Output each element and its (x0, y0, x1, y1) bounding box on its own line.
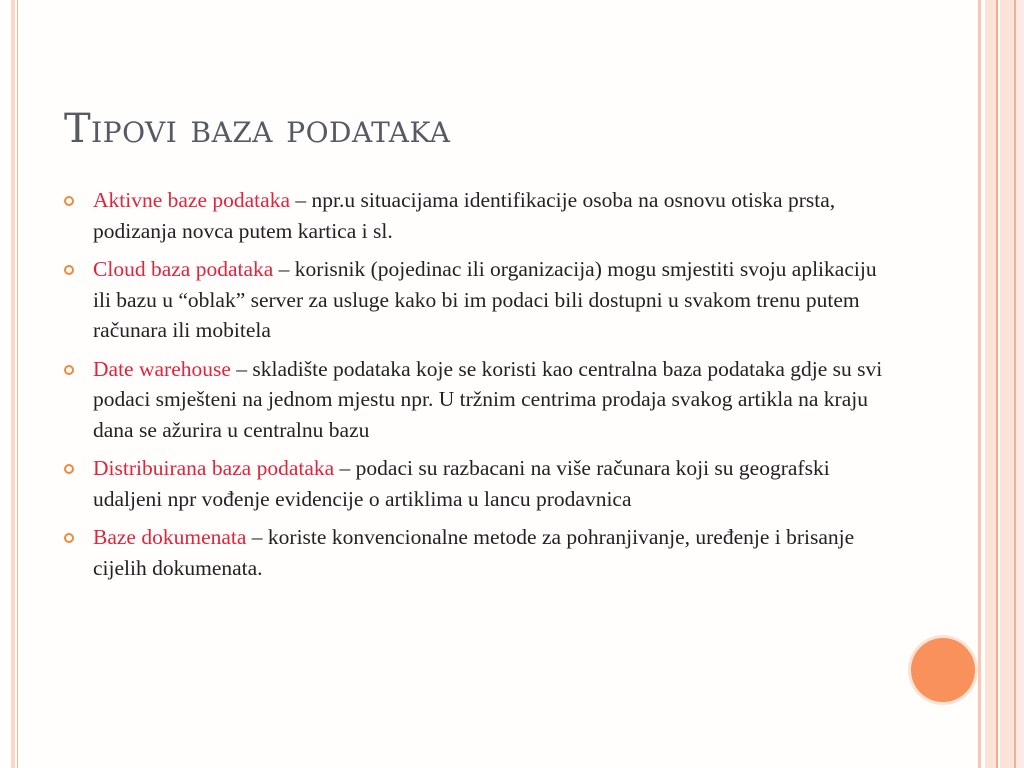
right-frame-bar (978, 0, 981, 768)
bullet-item (64, 522, 894, 583)
slide-title: Tipovi baza podataka (64, 106, 451, 152)
right-frame-bar (985, 0, 996, 768)
left-frame-line (17, 0, 18, 768)
bullet-item (64, 185, 894, 246)
bullet-term: Baze dokumenata (93, 525, 247, 549)
bullet-ring-icon (64, 533, 74, 543)
bullet-item (64, 453, 894, 514)
bullet-ring-icon (64, 464, 74, 474)
right-frame-bar (1000, 0, 1014, 768)
decorative-circle (911, 638, 975, 702)
bullet-list (64, 185, 894, 591)
bullet-text: – podaci su razbacani na više računara koji su geografski udaljeni npr vođenje evidencije o artiklima u lancu prodavnica (93, 456, 830, 511)
bullet-term: Aktivne baze podataka (93, 188, 290, 212)
bullet-text: – koriste konvencionalne metode za pohranjivanje, uređenje i brisanje cijelih dokumenata. (93, 525, 855, 580)
bullet-term: Distribuirana baza podataka (93, 456, 335, 480)
right-frame-line (996, 0, 998, 768)
right-frame-bar (1016, 0, 1024, 768)
bullet-ring-icon (64, 196, 74, 206)
bullet-item (64, 354, 894, 446)
bullet-ring-icon (64, 365, 74, 375)
bullet-text: – npr.u situacijama identifikacije osoba na osnovu otiska prsta, podizanja novca putem kartica i sl. (93, 188, 836, 243)
bullet-term: Cloud baza podataka (93, 257, 274, 281)
left-frame-bar (11, 0, 15, 768)
bullet-term: Date warehouse (93, 356, 231, 381)
bullet-text: – skladište podataka koje se koristi kao centralna baza podataka gdje su svi podaci smješteni na jednom mjestu npr. U tržnim centrima prodaja svakog artikla na kraju dana se ažurira u centralnu bazu (93, 356, 883, 442)
bullet-text: – korisnik (pojedinac ili organizacija) mogu smjestiti svoju aplikaciju ili bazu u “oblak” server za usluge kako bi im podaci bili dostupni u svakom trenu putem računara ili mobitela (93, 257, 877, 342)
bullet-item (64, 254, 894, 346)
bullet-ring-icon (64, 265, 74, 275)
